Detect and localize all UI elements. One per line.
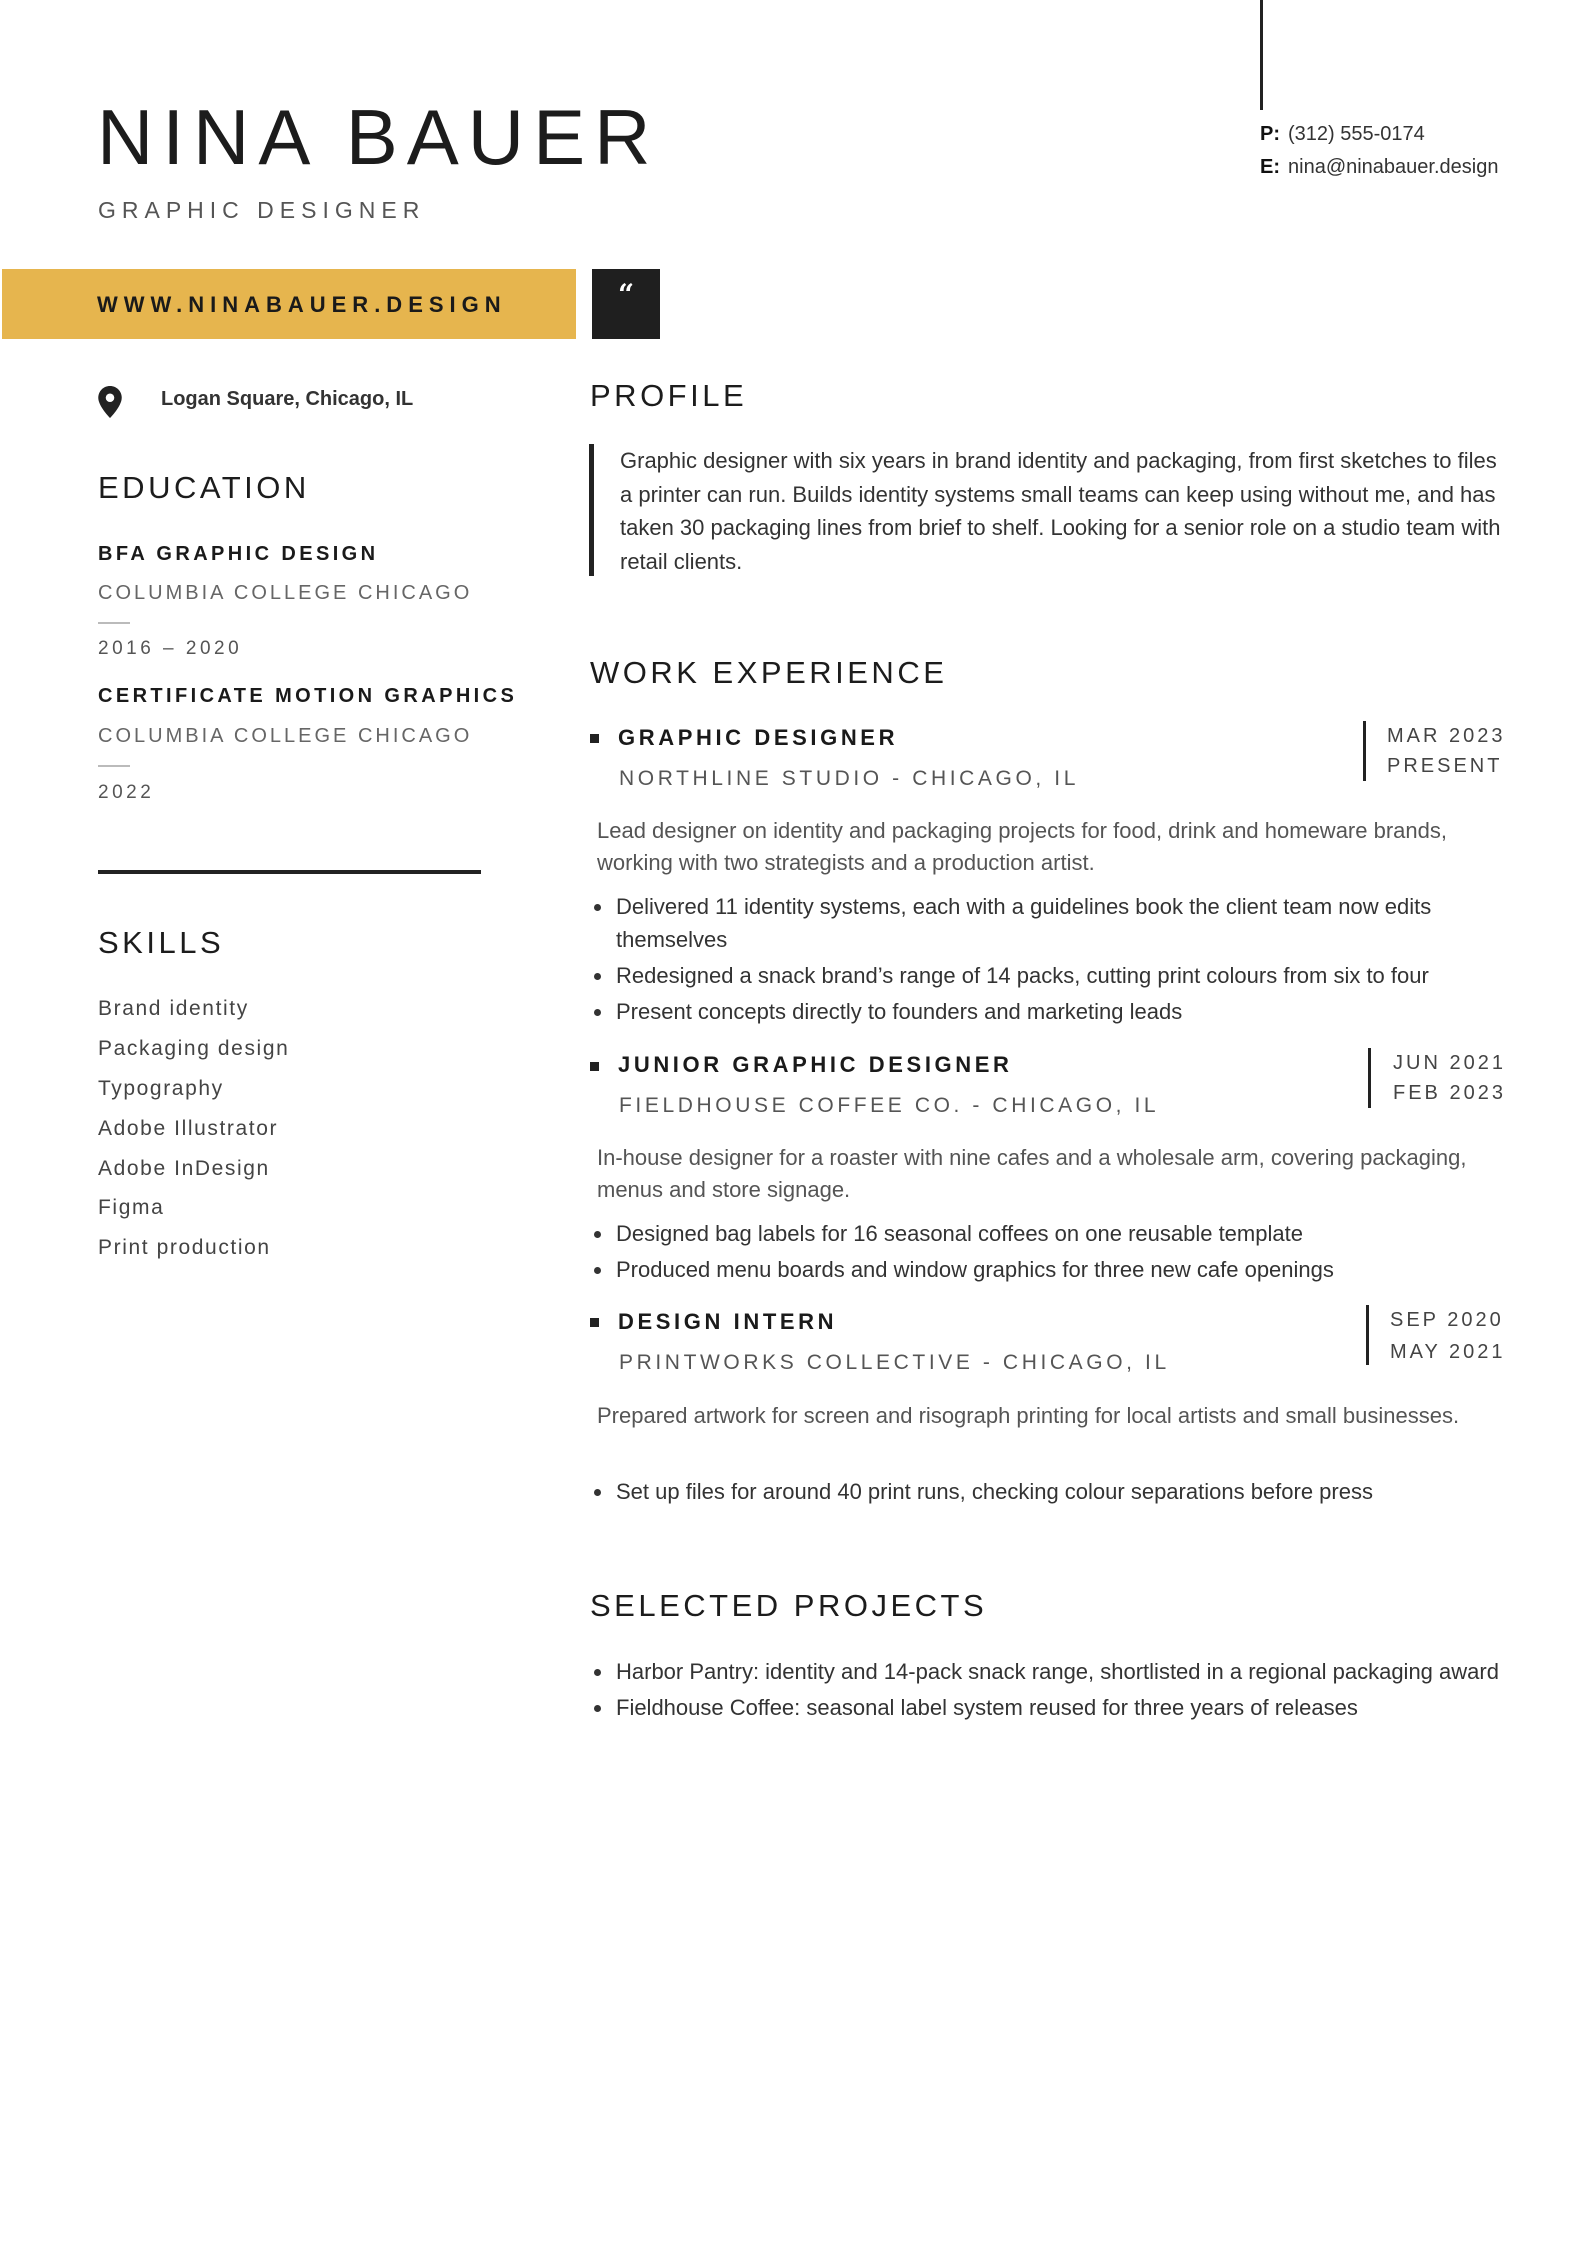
job-description: Prepared artwork for screen and risograph printing for local artists and small businesses.: [597, 1403, 1460, 1428]
date-divider: [1363, 721, 1366, 781]
profile-accent-bar: [589, 444, 594, 576]
job-description: Lead designer on identity and packaging projects for food, drink and homeware brands, working with two strategists and a production artist.: [597, 818, 1447, 875]
education-degree: CERTIFICATE MOTION GRAPHICS: [98, 685, 518, 707]
phone-label: P:: [1260, 123, 1280, 145]
list-item: Delivered 11 identity systems, each with a guidelines book the client team now edits themselves: [591, 890, 1521, 956]
list-item: Produced menu boards and window graphics for three new cafe openings: [591, 1253, 1521, 1286]
list-item: Redesigned a snack brand’s range of 14 packs, cutting print colours from six to four: [591, 959, 1521, 992]
projects-heading: SELECTED PROJECTS: [590, 1588, 988, 1623]
email-label: E:: [1260, 156, 1280, 178]
job-company: FIELDHOUSE COFFEE CO. - CHICAGO, IL: [619, 1094, 1160, 1117]
phone-value[interactable]: (312) 555-0174: [1288, 123, 1425, 145]
job-end-date: MAY 2021: [1390, 1341, 1506, 1363]
skill-item: Adobe Illustrator: [98, 1117, 279, 1140]
list-item: Harbor Pantry: identity and 14-pack snack range, shortlisted in a regional packaging award: [591, 1655, 1521, 1688]
job-title: GRAPHIC DESIGNER: [618, 725, 899, 750]
phone-line: [1260, 118, 1498, 151]
education-years: 2022: [98, 782, 155, 803]
job-end-date: PRESENT: [1387, 755, 1503, 777]
location-pin-icon: [97, 386, 123, 418]
candidate-name: NINA BAUER: [97, 93, 660, 181]
job-marker: [590, 1318, 599, 1327]
contact-block: [1260, 118, 1498, 184]
job-marker: [590, 1062, 599, 1071]
job-bullets: [591, 890, 1521, 1031]
website-link[interactable]: WWW.NINABAUER.DESIGN: [97, 292, 507, 317]
education-degree: BFA GRAPHIC DESIGN: [98, 543, 379, 565]
list-item: Set up files for around 40 print runs, checking colour separations before press: [591, 1475, 1521, 1508]
education-school: COLUMBIA COLLEGE CHICAGO: [98, 582, 473, 604]
job-bullets: [591, 1217, 1521, 1289]
profile-text: Graphic designer with six years in brand identity and packaging, from first sketches to files a printer can run. Builds identity systems small teams can keep using without me, and has taken 30 packaging lines from brief to shelf. Looking for a senior role on a studio team with retail clients.: [620, 448, 1501, 574]
section-divider: [98, 870, 481, 874]
skills-heading: SKILLS: [98, 925, 225, 960]
header-divider: [1260, 0, 1263, 110]
date-divider: [1366, 1305, 1369, 1365]
job-description: In-house designer for a roaster with nine cafes and a wholesale arm, covering packaging, menus and store signage.: [597, 1145, 1467, 1202]
skill-item: Print production: [98, 1236, 271, 1259]
education-school: COLUMBIA COLLEGE CHICAGO: [98, 725, 473, 747]
skill-item: Figma: [98, 1196, 165, 1219]
skill-item: Adobe InDesign: [98, 1157, 270, 1180]
list-item: Present concepts directly to founders and marketing leads: [591, 995, 1521, 1028]
skill-item: Brand identity: [98, 997, 249, 1020]
location-text: Logan Square, Chicago, IL: [161, 388, 414, 410]
job-bullets: [591, 1475, 1521, 1511]
email-line: [1260, 151, 1498, 184]
skill-item: Typography: [98, 1077, 224, 1100]
experience-heading: WORK EXPERIENCE: [590, 655, 948, 690]
education-dash: [98, 765, 130, 767]
list-item: Fieldhouse Coffee: seasonal label system reused for three years of releases: [591, 1691, 1521, 1724]
job-title: JUNIOR GRAPHIC DESIGNER: [618, 1052, 1013, 1077]
job-company: PRINTWORKS COLLECTIVE - CHICAGO, IL: [619, 1351, 1170, 1374]
job-company: NORTHLINE STUDIO - CHICAGO, IL: [619, 767, 1079, 790]
job-start-date: JUN 2021: [1393, 1052, 1506, 1074]
quote-icon: “: [592, 269, 660, 339]
education-years: 2016 – 2020: [98, 638, 243, 659]
email-value[interactable]: nina@ninabauer.design: [1288, 156, 1499, 178]
job-end-date: FEB 2023: [1393, 1082, 1506, 1104]
project-bullets: [591, 1655, 1521, 1727]
skill-item: Packaging design: [98, 1037, 290, 1060]
candidate-title: GRAPHIC DESIGNER: [98, 197, 426, 223]
job-start-date: SEP 2020: [1390, 1309, 1504, 1331]
date-divider: [1368, 1048, 1371, 1108]
profile-heading: PROFILE: [590, 378, 748, 413]
list-item: Designed bag labels for 16 seasonal coffees on one reusable template: [591, 1217, 1521, 1250]
job-start-date: MAR 2023: [1387, 725, 1506, 747]
job-marker: [590, 734, 599, 743]
job-title: DESIGN INTERN: [618, 1309, 838, 1334]
education-heading: EDUCATION: [98, 470, 310, 505]
education-dash: [98, 622, 130, 624]
